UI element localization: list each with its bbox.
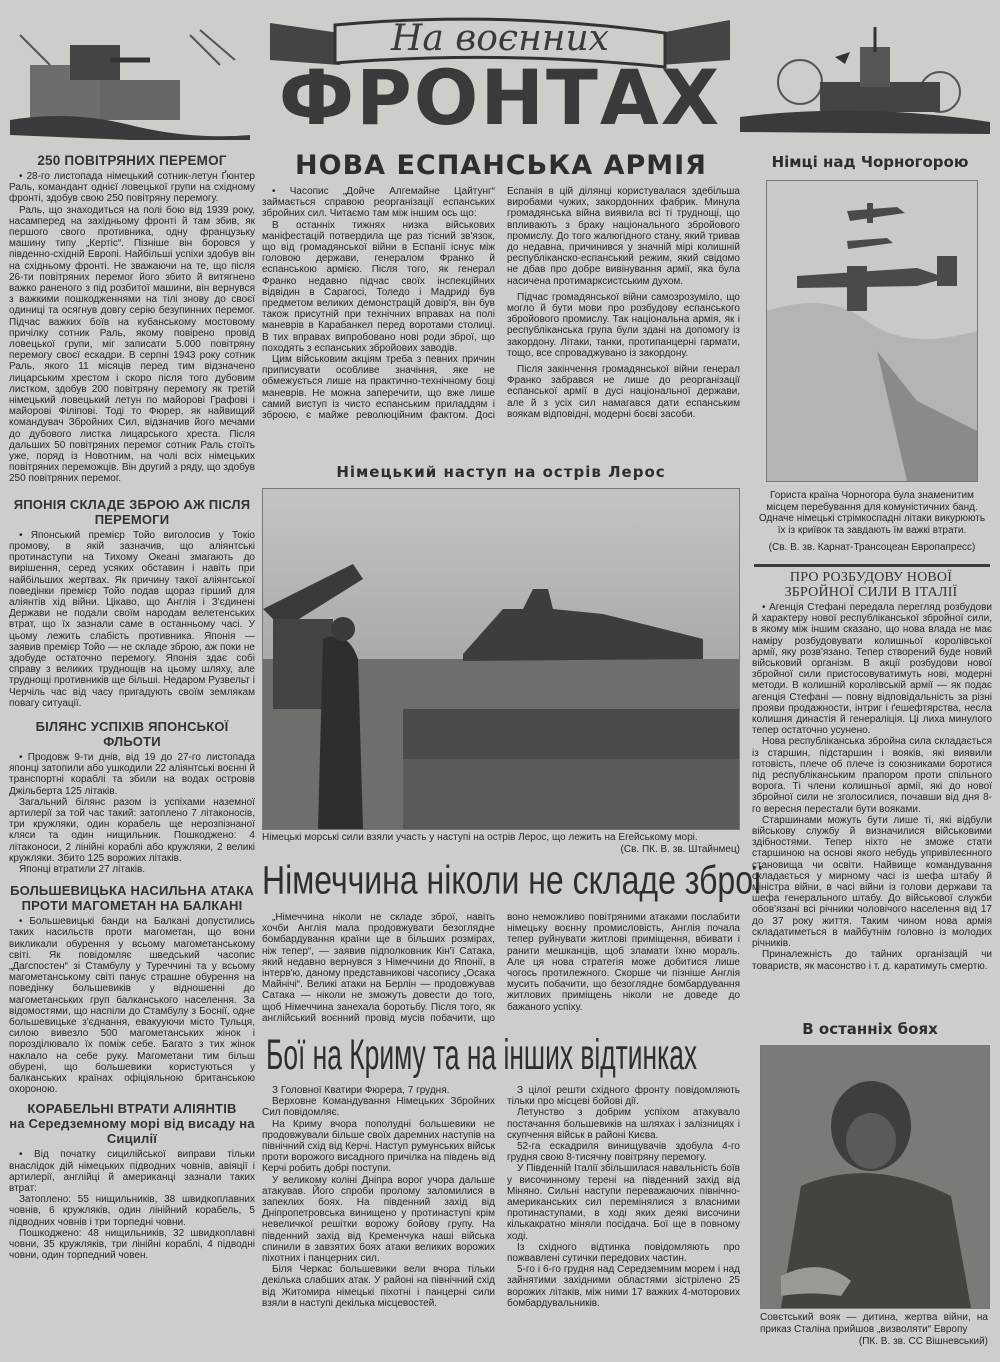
paragraph: Пошкоджено: 48 нищильників, 32 швидкоплавні човни, 35 кружляків, три лінійні кораблі, 4 підводні човни, один торпедний човен.: [9, 1227, 255, 1262]
headline: БІЛЯНС УСПІХІВ ЯПОНСЬКОЇ ФЛЬОТИ: [35, 718, 229, 749]
headline-last-battles: В останніх боях: [802, 1020, 938, 1038]
paragraph: • Агенція Стефані передала перегляд розбудови й характеру нової республіканської збройної сили, в якому між іншим сказано, що нова влада не має наміру розбудовувати колишньої королівської армії, яку розв'язано. Тепер створений буде новий військовий організм. В акції розбудови нової збройної сили пристосовуватимуть нові, модерні методи. В колишній королівській армії — як подає агенція Стефані — повну відповідальність за різні прояви продажности, інтриг і ґешефтярства, несла колишня династія й генераліція. Ці лиха минулого тепер остаточно усунено.: [752, 602, 992, 737]
divider-rule: [754, 564, 990, 567]
paragraph: У великому коліні Дніпра ворог учора дальше атакував. Його спроби пролому заломилися в запеклих боях. На південний захід від Дніпропетровська винищено у протинаступі крім невеличкої решітки ворожу бойову групу. На південний захід від Кременчука наші війська спинили в завзятих боях атаки великих ворожих піхотних і панцерних сил.: [262, 1174, 495, 1265]
paragraph: Із східного відтинка повідомляють про пожвавлені сутички передових частин.: [507, 1241, 740, 1265]
headline-leros: Німецький наступ на острів Лерос: [336, 463, 666, 481]
subheadline: на Середземному морі від висаду на Сицилії: [9, 1116, 255, 1147]
paragraph: Підчас громадянської війни самозрозуміло, що могло й бути мови про розбудову еспанського збройового промислу. Так національна армія, як і республіканська група були здані на допомогу із закордону. Літаки, танки, протипанцерні гармати, тощо, все спроваджувано із закордону.: [507, 291, 740, 359]
paragraph: В останніх тижнях низка військових маніфестацій потвердила ще раз тісний зв'язок, що від громадянської війни в Еспанії існує між головою держави, генералом Франко й еспанською армією. Після того, як генерал Франко недавно підчас своїх інспекційних відвідин в Сарагосі, Толедо і Мадриді був предметом великих демонстрацій довір'я, він був також присутній при технічних вправах на полі маневрів в Карабанкел перед воротами столиці. В тих вправах випробовано нові роди зброї, що походять з еспанських збройових заводів.: [262, 219, 495, 354]
paragraph: 5-го і 6-го грудня над Середземним морем і над зайнятими західними областями зістрілено 25 ворожих літаків, між ними 17 важких 4-моторових бомбардувальників.: [507, 1264, 740, 1309]
headline: КОРАБЕЛЬНІ ВТРАТИ АЛІЯНТІВ: [27, 1101, 237, 1117]
paragraph: • Продовж 9-ти днів, від 19 до 27-го листопада японці затопили або ушкодили 22 аліянтські воєнні й транспортні кораблі та збили на водах островів Джільберта 125 літаків.: [9, 751, 255, 797]
paragraph: Біля Черкас большевики вели вчора тільки декілька слабших атак. У районі на північний схід від Житомира німецькі піхотні і панцерні сили взяли в наступі декілька місцевостей.: [262, 1264, 495, 1309]
headline-montenegro: Німці над Чорногорою: [771, 153, 969, 171]
photo-credit-soldier: (ПК. В. зв. СС Вішневський): [858, 1336, 988, 1347]
article-spain-body: [262, 186, 740, 466]
paragraph: Приналежність до тайних організацій чи товариств, як масонство і т. д. каратимуть смертю.: [752, 949, 992, 972]
middle-column: [262, 150, 762, 1360]
paragraph: 52-га ескадриля винищувачів здобула 4-го грудня свою 8-тисячну повітряну перемогу.: [507, 1141, 740, 1164]
photo-credit-leros: (Св. ПК. В. зв. Штайнмец): [620, 844, 740, 855]
paragraph: • Часопис „Дойче Алгемайне Цайтунг“ займається справою реорганізації еспанських збройних сил. Читаємо там між іншим ось що:: [262, 186, 495, 220]
headline: БОЛЬШЕВИЦЬКА НАСИЛЬНА АТАКА ПРОТИ МАГОМЕТАН НА БАЛКАНІ: [10, 883, 254, 914]
left-column: [9, 153, 255, 1358]
article-japanese-fleet: [9, 719, 255, 875]
headline: ЯПОНІЯ СКЛАДЕ ЗБРОЮ АЖ ПІСЛЯ ПЕРЕМОГИ: [13, 496, 251, 527]
headline-germany: Німеччина ніколи не складе зброї: [262, 857, 762, 903]
paragraph: „Німеччина ніколи не складе зброї, навіть хочби Англія мала продовжувати безоглядне бомбардування країни ще в більших розмірах, ніж тепер“, — заявив підполковник Кін'ї Сатака, який недавно вернувся з Німеччини до Японії, в інтерв'ю, даному представникові часопису „Осака Майнічі“. Великі атаки на Берлін — продовжував Сатака — ніколи не зможуть довести до того, щоб Німеччина занехала боротьбу. Після того, як англійський воєнний провід мусів побачити, що воно неможливо повітряними атаками послабити німецьку воєнну промисловість, Англія почала тепер руйнувати житлові приміщення, вбивати і ранити мешканців, щоб зламати їхню мораль. Але ця нова стратегія може добитися лише чогось протилежного. Скорше чи пізніше Англія мусить побачити, що безоглядне бомбардування житлових приміщень ніколи не доведе до бажаного успіху.: [262, 912, 740, 1024]
masthead: [0, 0, 1000, 150]
paragraph: З цілої решти східного фронту повідомляють тільки про місцеві бойові дії.: [507, 1085, 740, 1108]
paragraph: Цим військовим акціям треба з певних причин приписувати особливе значіння, яке не обмежується лише на практично-технічному боці маневрів. Не можна заперечити, що вже лише самий виступ із чисто еспанським приладдям і зброєю, є майже революційним фактом. Досі Еспанія в цій ділянці користувалася здебільша виробами чужих, закордонних фабрик. Минула громадянська війна виявила всі ті труднощі, що впливають з браку національного збройового промислу. До того жалюгідного стану, який тривав до недавна, причинився у значній мірі колишній республіканско-еспанський режим, який свідомо не дбав про добре вивінування армії, яка була насичена протимарксистським духом.: [262, 186, 740, 422]
photo-leros-warship: [262, 488, 740, 830]
paragraph: Затоплено: 55 нищильників, 38 швидкоплавних човнів, 6 кружляків, один лінійний корабель, 5 підводних човнів і три торпедні човни.: [9, 1194, 255, 1228]
warship-illustration: [740, 22, 990, 137]
paragraph: • Японський премієр Тойо виголосив у Токіо промову, в якій зазначив, що аліянтські протинаступи на Тихому Океані змагають до вирішення, серед усяких обставин і навіть при найбільших жертвах. Як причину такої аліянтської поведінки премієр Тойо подав щораз гірший для аліянтів хід війни. Цікаво, що Англія і З'єдинені Держави не подали своїм народам велетенських втрат, що їх зазнали саме в останньому часі. У цьому лежить слабість противника. Японія — заявив премієр Тойо — не складе зброю, аж поки не здобуде остаточно перемогу. Японія здає собі справу з великих труднощів на цьому шляху, але труднощі противників ще більші. Недаром Рузвельт і Черчіль час від часу пригадують своїм землякам повагу ситуації.: [9, 529, 255, 709]
headline-italy: ПРО РОЗБУДОВУ НОВОЇ ЗБРОЙНОЇ СИЛИ В ІТАЛІЇ: [784, 570, 958, 600]
paragraph: • 28-го листопада німецький сотник-летун Ґюнтер Раль, командант однієї ловецької групи на східному фронті, здобув свою 250 повітряну перемогу.: [9, 171, 255, 205]
tank-illustration: [10, 25, 250, 140]
paragraph: Загальний білянс разом із успіхами наземної артилерії за той час такий: затоплено 7 літаконосів, три кружляки, один корабель ще нерозпізнаної кляси та один нищильник. Пошкоджено: 4 літаконоси, 2 лінійні кораблі або кружляки, 2 великі кружляки. Збито 125 ворожих літаків.: [9, 796, 255, 864]
headline-crimea: Бої на Криму та на інших відтинках: [266, 1030, 698, 1079]
paragraph: Японці втратили 27 літаків.: [19, 863, 146, 875]
paragraph: Після закінчення громадянської війни генерал Франко забрався не лише до реорганізації еспанської армії в дусі національної держави, але й з усіх сил намагався дати еспанським воякам відповідні, модерні боєві засоби.: [507, 364, 740, 420]
article-crimea-body: [262, 1085, 740, 1360]
right-column: [746, 150, 994, 1360]
headline-spain: НОВА ЕСПАНСЬКА АРМІЯ: [295, 150, 707, 181]
paragraph: • Большевицькі банди на Балкані допустились таких насильств проти магометан, що вони викликали обурення у всьому магометанському світі. Як повідомляє шведський часопис „Дагспостен“ зі Стамбулу у Туреччині та у всьому магометанському світі панує страшне обурення на поведінку большевиків у відношенні до магометанських груп балканського населення. За відомостями, що наспіли до Стамбулу з Боснії, одне большевицьке з'єднання, евакууючи місто Тульця, силою вивезло 500 магометанських жінок і порозділювало їх поміж себе. Багато з тих жінок наклало на себе руку. Магометани тим більш обурені, що большевики користуються у балканських країнах офіціяльною британською охороною.: [9, 916, 255, 1096]
article-ship-losses: [9, 1101, 255, 1261]
paragraph: У Південній Італії збільшилася навальність боїв у височинному терені на південний захід від Міняно. Сильні наступи переважаючих північно-американських сил перемінялися з власними протинаступами, в ході яких деякі височини кількакратно міняли посідача. Бої ще в повному ході.: [507, 1163, 740, 1242]
article-250-victories: [9, 153, 255, 485]
headline: 250 ПОВІТРЯНИХ ПЕРЕМОГ: [37, 153, 227, 168]
article-balkans: [9, 883, 255, 1095]
paragraph: З Головної Кватири Фюрера, 7 грудня.: [272, 1085, 450, 1096]
plane-icon: [835, 52, 850, 64]
article-japan: [9, 497, 255, 709]
paragraph: • Від початку сицилійської виправи тільки внаслідок дій німецьких підводних човнів, авіяції і артилерії, англійці й американці зазнали таких втрат:: [9, 1149, 255, 1195]
paragraph: Верховне Командування Німецьких Збройних Сил повідомляє.: [262, 1096, 495, 1119]
article-italy-body: [752, 602, 992, 1012]
masthead-line1: На воєнних: [390, 18, 609, 59]
article-germany-body: [262, 912, 740, 1032]
paragraph: На Криму вчора пополудні большевики не продовжували більше своїх даремних наступів на північний схід від Керчі. Наступ румунських військ проти ворожого висадного причілка на південь від Керчі робить добрі поступи.: [262, 1118, 495, 1175]
paragraph: Раль, що знаходиться на полі бою від 1939 року, насамперед на західньому фронті й там збив, як першого свого противника, одну французьку машину типу „Кертіс“. Пізніше він боровся у південно-східній Европі. Найбільші успіхи здобув він на східньому фронті. Не зважаючи на те, що після 26-ти повітряних перемог його збито й витягнено важко раненого з під розбитої машини, він вернувся з важкими пошкодженнями на тілі знову до своєї одиниці та осягнув довгу серію безупинних перемог. Підчас важких боїв на кубанському мостовому причілку сотник Раль, якому повірено провід ловецької групи, міг записати 5.000 повітряну перемогу своєї ескадри. В серпні 1943 року сотник Раль, якого 11 місяців перед тим відзначено лицарським хрестом і скоро після того дубовим листком, здобув 200 повітряну перемогу як третій німецький ловецький летун по майорові Графові і майорові Філіпові. Тоді то Фюрер, як найвищий командувач Збройних Сил, відзначив його мечами до дубового листка лицарського хреста. Після дальших 50 повітряних перемог сотник Раль стоїть уже, поряд із Новотним, на чолі всіх німецьких повітряних переможців. Він другий з ряду, що здобув 250 повітряних перемог.: [9, 204, 255, 485]
masthead-line2: ФРОНТАХ: [278, 53, 722, 142]
photo-planes-over-montenegro: [766, 180, 978, 482]
photo-soviet-soldier: [760, 1045, 990, 1309]
photo-credit-montenegro: (Св. В. зв. Карнат-Трансоцеан Европапресс): [768, 542, 976, 553]
paragraph: Нова республіканська збройна сила складається із старшин, підстаршин і вояків, які виявили готовість, плече об плече із союзниками боротися під республіканським прапором проти спільного ворога. Ті члени колишньої армії, які до нової збройної сили не зголосилися, почавши від дня 8-го вересня перестали бути вояками.: [752, 736, 992, 815]
paragraph: Старшинами можуть бути лише ті, які відбули військову службу й визначилися військовими здібностями. Тепер ніхто не зможе стати старшиною на основі якого небудь упривілеєнного становища чи освіти. Найвище командування складається у мирному часі із шефа штабу й міністра війни, в часі війни із голови держави та шефа генерального штабу. До військової служби обов'язані всі річники чоловічого населення від 17 до 37 року життя. Таким чином нова армія складатиметься в майбутнім головно із молодих річників.: [752, 814, 992, 950]
photo-caption-montenegro: Гориста країна Чорногора була знаменитим місцем перебування для комуністичних банд. Одначе німецькі стрімкоспадні літаки викурюють їх із криївок та завдають їм важкі втрати.: [758, 490, 986, 536]
paragraph: Летунство з добрим успіхом атакувало постачання большевиків на шляхах і залізницях і скупчення військ в районі Києва.: [507, 1107, 740, 1141]
photo-caption-soldier: Совєтський вояк — дитина, жертва війни, на приказ Сталіна прийшов „визволяти“ Европу: [760, 1312, 988, 1335]
photo-caption-leros: Німецькі морські сили взяли участь у наступі на острів Лерос, що лежить на Егейському морі.: [262, 832, 698, 843]
